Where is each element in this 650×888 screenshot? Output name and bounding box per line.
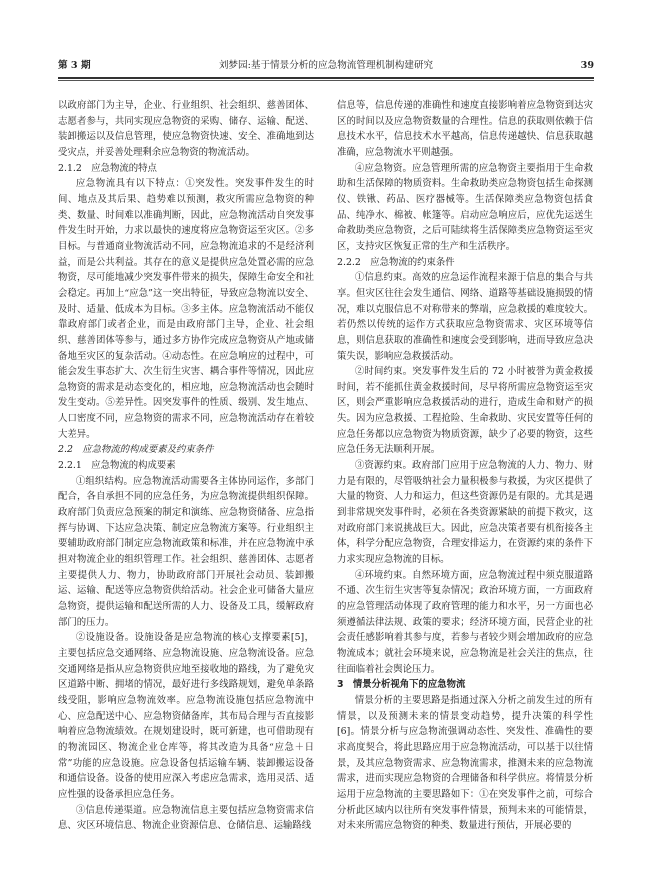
body-paragraph: ④环境约束。自然环境方面，应急物流过程中须克服道路不通、次生衍生灾害等复杂情况；政治环境方面，一方面政府的应急管理活动体现了政府管理的能力和水平，另一方面也必须遵循法律法规、政策的要求；经济环境方面，民营企业的社会责任感影响着其参与度，若参与者较少则会增加政府的应急物流成本；就社会环境来说，应急物流是社会关注的焦点，往往面临着社会舆论压力。: [337, 569, 593, 675]
body-paragraph: ④应急物资。应急管理所需的应急物资主要指用于生命救助和生活保障的物质资料。生命救助类应急物资包括生命探测仪、铁锹、药品、医疗器械等。生活保障类应急物资包括食品、纯净水、棉被、帐篷等。启动应急响应后，应优先运送生命救助类应急物资，之后可陆续将生活保障类应急物资运至灾区，支持灾区恢复正常的生产和生活秩序。: [337, 162, 593, 252]
subsection-heading: 2.1.2 应急物流的特点: [58, 162, 157, 174]
running-title: 刘梦园:基于情景分析的应急物流管理机制构建研究: [218, 60, 434, 71]
body-paragraph: 以政府部门为主导，企业、行业组织、社会组织、慈善团体、志愿者参与，共同实现应急物资的采购、储存、运输、配送、装卸搬运以及信息管理，使应急物资快速、安全、准确地到达受灾点，并妥善处理剩余应急物资的物流活动。: [58, 100, 314, 158]
body-paragraph: ①信息约束。高效的应急运作流程来源于信息的集合与共享。但灾区往往会发生通信、网络、道路等基础设施损毁的情况，难以克服信息不对称带来的弊端，应急救援的难度较大。若仍然以传统的运作方式获取应急物资需求、灾区环境等信息，则信息获取的准确性和速度会受到影响，进而导致应急决策失误，影响应急救援活动。: [337, 272, 593, 362]
section-heading: 2.2 应急物流的构成要素及约束条件: [58, 444, 214, 456]
body-paragraph: 信息等，信息传递的准确性和速度直接影响着应急物资到达灾区的时间以及应急物资数量的合理性。信息的获取则依赖于信息技术水平，信息技术水平越高，信息传递越快、信息获取越准确，应急物流水平则越强。: [337, 100, 593, 158]
body-paragraph: ②时间约束。突发事件发生后的 72 小时被誉为黄金救援时间，若不能抓住黄金救援时间，尽早将所需应急物资运至灾区，则会严重影响应急救援活动的进行，造成生命和财产的损失。因为应急救援、工程抢险、生命救助、灾民安置等任何的应急任务都以应急物资为物质资源，缺少了必要的物资，这些应急任务无法顺利开展。: [337, 366, 593, 456]
subsection-heading: 2.2.1 应急物流的构成要素: [58, 460, 176, 472]
issue-number: 第 3 期: [58, 60, 91, 71]
body-paragraph: ③资源约束。政府部门应用于应急物流的人力、物力、财力是有限的，尽管吸纳社会力量积极参与救援，为灾区提供了大量的物资、人力和运力，但这些资源仍是有限的。尤其是遇到非常规突发事件时，必须在各类资源紧缺的前提下救灾，这对政府部门来说挑战巨大。因此，应急决策者要有机衔接各主体，科学分配应急物资，合理安排运力，在资源约束的条件下力求实现应急物流的目标。: [337, 460, 593, 566]
header-rule-thin: [58, 80, 594, 81]
page-number: 39: [580, 60, 594, 71]
header-rule-thick: [58, 77, 594, 79]
section-heading: 3 情景分析视角下的应急物流: [337, 679, 466, 691]
right-column: [337, 98, 593, 834]
running-header: [58, 58, 594, 74]
body-paragraph: 应急物流具有以下特点：①突发性。突发事件发生的时间、地点及其后果、趋势难以预测，救灾所需应急物资的种类、数量、时间难以准确判断，因此，应急物流活动自突发事件发生时开始，力求以最快的速度将应急物资运至灾区。②多目标。与普通商业物流活动不同，应急物流追求的不是经济利益，而是公共利益。其存在的意义是提供应急处置必需的应急物资，尽可能地减少突发事件带来的损失，保障生命安全和社会稳定。再加上“应急”这一突出特征，导致应急物流以安全、及时、适量、低成本为目标。③多主体。应急物流活动不能仅靠政府部门或者企业，而是由政府部门主导，企业、社会组织、慈善团体等参与，通过多方协作完成应急物资从产地或储备地至灾区的复杂活动。④动态性。在应急响应的过程中，可能会发生事态扩大、次生衍生灾害、耦合事件等情况，因此应急物资的需求是动态变化的，相应地，应急物流活动也会随时发生变动。⑤差异性。因突发事件的性质、级别、发生地点、人口密度不同，应急物资的需求不同，应急物流活动存在着较大差异。: [58, 178, 314, 440]
body-paragraph: ②设施设备。设施设备是应急物流的核心支撑要素[5]，主要包括应急交通网络、应急物流设施、应急物流设备。应急交通网络是指从应急物资供应地至接收地的路线，为了避免灾区道路中断、拥堵的情况，最好进行多线路规划，避免单条路线受阻，影响应急物流效率。应急物流设施包括应急物流中心、应急配送中心、应急物资储备库，其布局合理与否直接影响着应急物流绩效。在规划建设时，既可新建，也可借助现有的物流园区、物流企业仓库等，将其改造为具备“应急＋日常”功能的应急设施。应急设备包括运输车辆、装卸搬运设备和通信设备。设备的使用应深入考虑应急需求，选用灵活、适应性强的设备承担应急任务。: [58, 632, 314, 800]
body-paragraph: ③信息传递渠道。应急物流信息主要包括应急物资需求信息、灾区环境信息、物流企业资源信息、仓储信息、运输路线: [58, 804, 314, 832]
body-paragraph: 情景分析的主要思路是指通过深入分析之前发生过的所有情景，以及预测未来的情景变动趋势，提升决策的科学性[6]。情景分析与应急物流强调动态性、突发性、准确性的要求高度契合，将此思路应用于应急物流活动，可以基于以往情景，及其应急物资需求、应急物流需求，推测未来的应急物流需求，进而实现应急物资的合理储备和科学供应。将情景分析运用于应急物流的主要思路如下：①在突发事件之前，可综合分析此区域内以往所有突发事件情景，预判未来的可能情景，对未来所需应急物资的种类、数量进行预估，开展必要的: [337, 694, 593, 832]
left-column: [58, 98, 314, 834]
subsection-heading: 2.2.2 应急物流的约束条件: [337, 256, 455, 268]
body-paragraph: ①组织结构。应急物流活动需要各主体协同运作，多部门配合，各自承担不同的应急任务，为应急物流提供组织保障。政府部门负责应急预案的制定和演练、应急物资储备、应急指挥与协调、下达应急决策、制定应急物流方案等。行业组织主要辅助政府部门制定应急物流政策和标准，并在应急物流中承担对物流企业的组织管理工作。社会组织、慈善团体、志愿者主要提供人力、物力，协助政府部门开展社会动员、装卸搬运、运输、配送等应急物资供给活动。社会企业可储备大量应急物资，提供运输和配送所需的人力、设备及工具，缓解政府部门的压力。: [58, 475, 314, 628]
